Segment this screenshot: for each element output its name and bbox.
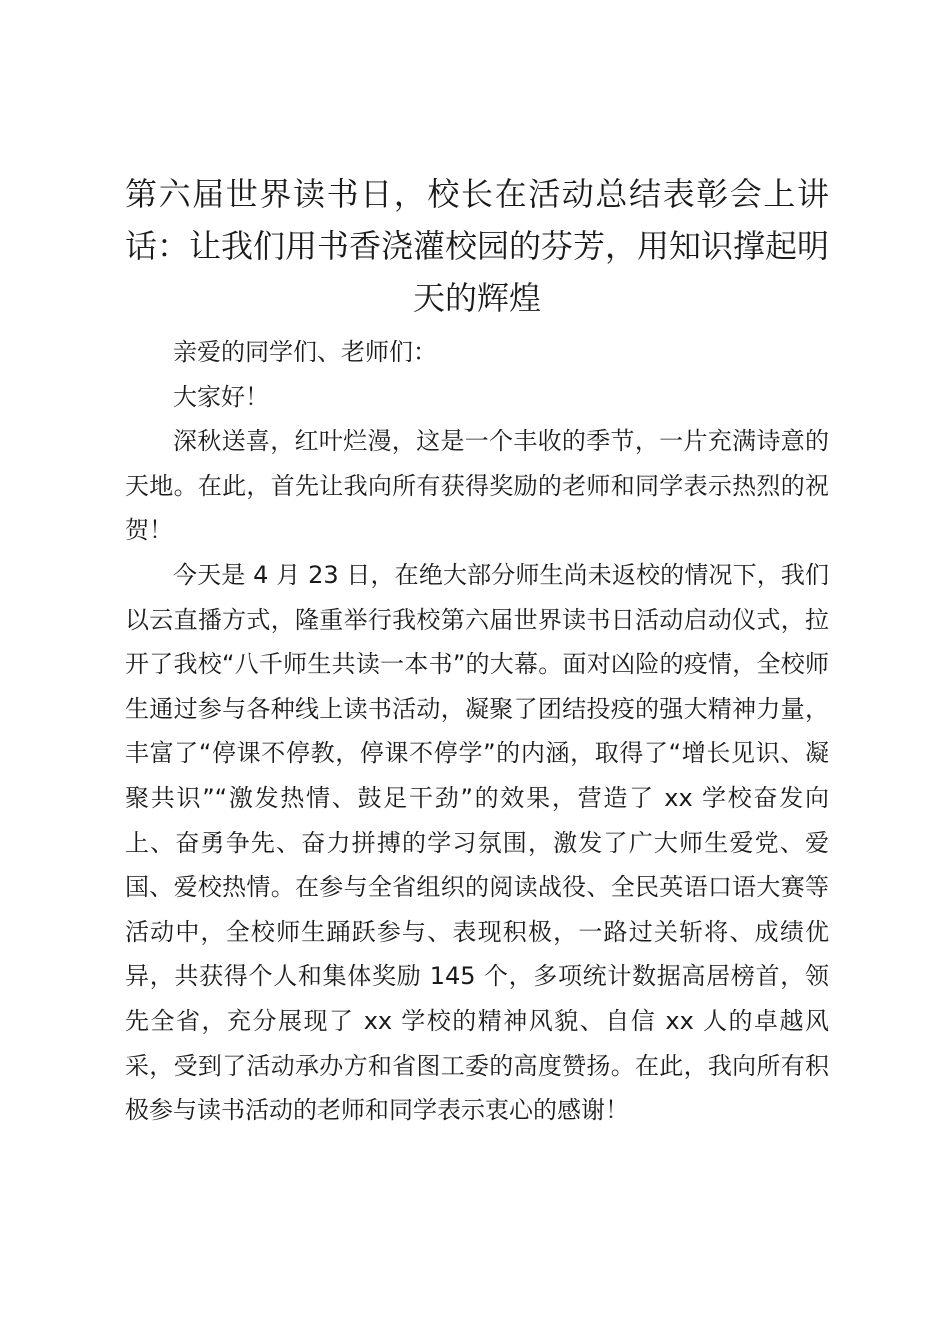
document-title: 第六届世界读书日，校长在活动总结表彰会上讲话：让我们用书香浇灌校园的芬芳，用知识撑起明天的辉煌 xyxy=(125,175,830,317)
greeting: 大家好！ xyxy=(173,382,269,411)
document-body xyxy=(125,168,829,1133)
salutation: 亲爱的同学们、老师们： xyxy=(173,338,437,366)
paragraph-1: 深秋送喜，红叶烂漫，这是一个丰收的季节，一片充满诗意的天地。在此，首先让我向所有获得奖励的老师和同学表示热烈的祝贺！ xyxy=(125,427,829,545)
greeting-block xyxy=(125,330,829,419)
paragraph-2: 今天是 4 月 23 日，在绝大部分师生尚未返校的情况下，我们以云直播方式，隆重举行我校第六届世界读书日活动启动仪式，拉开了我校“八千师生共读一本书”的大幕。面对凶险的疫情，全校师生通过参与各种线上读书活动，凝聚了团结投疫的强大精神力量，丰富了“停课不停教，停课不停学”的内涵，取得了“增长见识、凝聚共识”“激发热情、鼓足干劲”的效果，营造了 xx 学校奋发向上、奋勇争先、奋力拼搏的学习氛围，激发了广大师生爱党、爱国、爱校热情。在参与全省组织的阅读战役、全民英语口语大赛等活动中，全校师生踊跃参与、表现积极，一路过关斩将、成绩优异，共获得个人和集体奖励 145 个，多项统计数据高居榜首，领先全省，充分展现了 xx 学校的精神风貌、自信 xx 人的卓越风采，受到了活动承办方和省图工委的高度赞扬。在此，我向所有积极参与读书活动的老师和同学表示衷心的感谢！ xyxy=(125,560,829,1125)
